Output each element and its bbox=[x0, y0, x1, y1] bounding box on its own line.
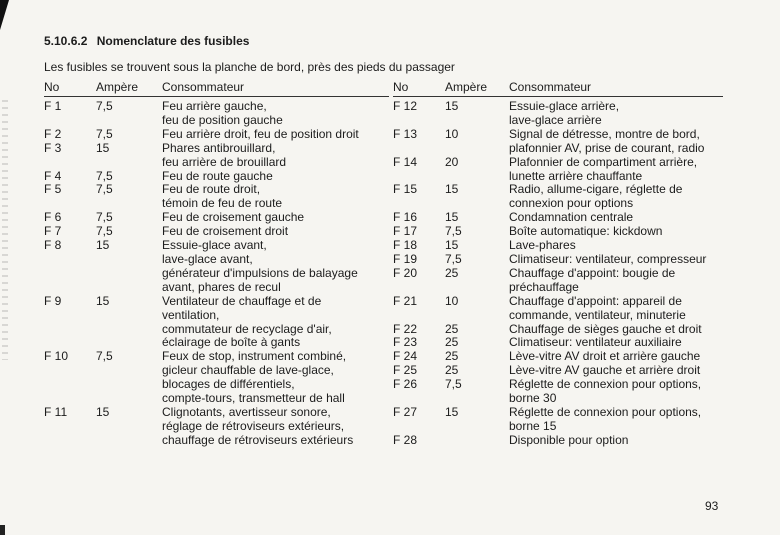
fuse-row bbox=[44, 128, 389, 142]
fuse-consumer bbox=[509, 378, 723, 406]
fuse-number: F 23 bbox=[393, 335, 418, 350]
consumer-line: Signal de détresse, montre de bord, bbox=[509, 126, 700, 141]
fuse-amperage: 15 bbox=[445, 99, 459, 113]
fuse-amperage: 15 bbox=[96, 404, 110, 419]
fuse-amperage: 15 bbox=[445, 210, 459, 225]
consumer-line: éclairage de boîte à gants bbox=[162, 335, 301, 350]
fuse-row bbox=[44, 183, 389, 211]
fuse-amperage: 7,5 bbox=[445, 377, 462, 392]
consumer-line: Climatiseur: ventilateur, compresseur bbox=[509, 251, 707, 266]
consumer-line: Lave-phares bbox=[509, 238, 576, 253]
consumer-line: Feu arrière gauche, bbox=[162, 99, 267, 113]
consumer-line: Feux de stop, instrument combiné, bbox=[162, 349, 347, 364]
fuse-row bbox=[44, 142, 389, 170]
fuse-amperage: 15 bbox=[96, 140, 110, 155]
consumer-line: lave-glace avant, bbox=[162, 251, 253, 266]
consumer-line: Réglette de connexion pour options, bbox=[509, 404, 702, 419]
fuse-row bbox=[44, 239, 389, 295]
fuse-row bbox=[393, 295, 723, 323]
fuse-consumer bbox=[509, 239, 723, 253]
section-number: 5.10.6.2 bbox=[44, 34, 88, 48]
fuse-row bbox=[393, 378, 723, 406]
fuse-consumer bbox=[162, 225, 389, 239]
consumer-line: Ventilateur de chauffage et de bbox=[162, 293, 322, 308]
consumer-line: commutateur de recyclage d'air, bbox=[162, 321, 332, 336]
fuse-consumer bbox=[509, 323, 723, 337]
fuse-number: F 26 bbox=[393, 377, 418, 392]
consumer-line: borne 15 bbox=[509, 418, 557, 433]
fuse-number: F 14 bbox=[393, 154, 418, 169]
column-header-amp: Ampère bbox=[96, 80, 162, 97]
fuse-number: F 10 bbox=[44, 349, 69, 364]
fuse-amperage: 15 bbox=[96, 293, 110, 308]
column-header-consumer: Consommateur bbox=[162, 80, 389, 97]
consumer-line: blocages de différentiels, bbox=[162, 377, 295, 392]
fuse-consumer bbox=[162, 170, 389, 184]
fuse-number: F 27 bbox=[393, 404, 418, 419]
consumer-line: Disponible pour option bbox=[509, 432, 629, 447]
table-header-row bbox=[44, 80, 389, 97]
fuse-row bbox=[44, 225, 389, 239]
consumer-line: Feu de route droit, bbox=[162, 182, 261, 197]
consumer-line: témoin de feu de route bbox=[162, 196, 283, 211]
fuse-number: F 4 bbox=[44, 168, 62, 183]
binding-edge-marks bbox=[2, 100, 8, 360]
fuse-consumer bbox=[509, 128, 723, 156]
fuse-amperage: 7,5 bbox=[96, 168, 113, 183]
consumer-line: Réglette de connexion pour options, bbox=[509, 377, 702, 392]
fuse-consumer bbox=[509, 364, 723, 378]
fuse-consumer bbox=[162, 97, 389, 128]
consumer-line: plafonnier AV, prise de courant, radio bbox=[509, 140, 705, 155]
fuse-number: F 17 bbox=[393, 224, 418, 239]
fuse-amperage: 7,5 bbox=[96, 99, 113, 113]
consumer-line: Lève-vitre AV droit et arrière gauche bbox=[509, 349, 701, 364]
fuse-consumer bbox=[162, 350, 389, 406]
fuse-consumer bbox=[509, 295, 723, 323]
fuse-row bbox=[393, 323, 723, 337]
consumer-line: compte-tours, transmetteur de hall bbox=[162, 391, 345, 406]
consumer-line: lave-glace arrière bbox=[509, 112, 602, 127]
fuse-row bbox=[44, 295, 389, 351]
consumer-line: Essuie-glace avant, bbox=[162, 238, 267, 253]
fuse-consumer bbox=[162, 406, 389, 448]
fuse-consumer bbox=[162, 239, 389, 295]
fuse-consumer bbox=[509, 406, 723, 434]
consumer-line: borne 30 bbox=[509, 391, 557, 406]
consumer-line: Boîte automatique: kickdown bbox=[509, 224, 663, 239]
consumer-line: Feu de croisement gauche bbox=[162, 210, 305, 225]
fuse-row bbox=[44, 97, 389, 128]
fuse-consumer bbox=[162, 211, 389, 225]
section-heading bbox=[44, 34, 249, 48]
fuse-row bbox=[393, 434, 723, 448]
fuse-row bbox=[393, 156, 723, 184]
fuse-amperage: 25 bbox=[445, 349, 459, 364]
fuse-number: F 7 bbox=[44, 224, 62, 239]
fuse-amperage: 7,5 bbox=[96, 126, 113, 141]
consumer-line: feu arrière de brouillard bbox=[162, 154, 287, 169]
fuse-number: F 22 bbox=[393, 321, 418, 336]
fuse-amperage: 7,5 bbox=[445, 224, 462, 239]
fuse-table-left bbox=[44, 80, 389, 448]
fuse-row bbox=[393, 350, 723, 364]
fuse-row bbox=[393, 364, 723, 378]
consumer-line: Feu de croisement droit bbox=[162, 224, 289, 239]
fuse-consumer bbox=[509, 156, 723, 184]
fuse-number: F 20 bbox=[393, 265, 418, 280]
fuse-consumer bbox=[509, 253, 723, 267]
fuse-amperage bbox=[445, 434, 509, 448]
fuse-row bbox=[44, 406, 389, 448]
consumer-line: Climatiseur: ventilateur auxiliaire bbox=[509, 335, 682, 350]
fuse-consumer bbox=[509, 434, 723, 448]
fuse-amperage: 15 bbox=[445, 404, 459, 419]
fuse-number: F 18 bbox=[393, 238, 418, 253]
fuse-amperage: 7,5 bbox=[96, 224, 113, 239]
fuse-amperage: 20 bbox=[445, 154, 459, 169]
fuse-number: F 24 bbox=[393, 349, 418, 364]
fuse-consumer bbox=[162, 183, 389, 211]
fuse-amperage: 25 bbox=[445, 335, 459, 350]
fuse-consumer bbox=[162, 295, 389, 351]
page-number: 93 bbox=[705, 499, 719, 513]
section-title: Nomenclature des fusibles bbox=[96, 34, 250, 48]
fuse-number: F 21 bbox=[393, 293, 418, 308]
fuse-row bbox=[393, 183, 723, 211]
fuse-consumer bbox=[509, 225, 723, 239]
consumer-line: générateur d'impulsions de balayage bbox=[162, 265, 358, 280]
bottom-corner-mark bbox=[0, 525, 5, 535]
fuse-consumer bbox=[509, 183, 723, 211]
fuse-number: F 25 bbox=[393, 363, 418, 378]
consumer-line: Phares antibrouillard, bbox=[162, 140, 276, 155]
fuse-number: F 13 bbox=[393, 126, 418, 141]
fuse-amperage: 7,5 bbox=[96, 210, 113, 225]
fuse-table-right bbox=[393, 80, 723, 448]
fuse-consumer bbox=[509, 211, 723, 225]
consumer-line: Radio, allume-cigare, réglette de bbox=[509, 182, 683, 197]
fuse-consumer bbox=[162, 142, 389, 170]
consumer-line: Lève-vitre AV gauche et arrière droit bbox=[509, 363, 701, 378]
fuse-amperage: 10 bbox=[445, 293, 459, 308]
corner-crop-mark bbox=[0, 0, 9, 30]
fuse-amperage: 25 bbox=[445, 363, 459, 378]
consumer-line: avant, phares de recul bbox=[162, 279, 281, 294]
column-header-amp: Ampère bbox=[445, 80, 509, 97]
fuse-amperage: 7,5 bbox=[445, 251, 462, 266]
consumer-line: gicleur chauffable de lave-glace, bbox=[162, 363, 334, 378]
fuse-row bbox=[393, 211, 723, 225]
consumer-line: Feu de route gauche bbox=[162, 168, 273, 183]
fuse-row bbox=[393, 253, 723, 267]
fuse-amperage: 25 bbox=[445, 321, 459, 336]
consumer-line: ventilation, bbox=[162, 307, 220, 322]
fuse-row bbox=[44, 350, 389, 406]
fuse-number: F 28 bbox=[393, 432, 418, 447]
consumer-line: Feu arrière droit, feu de position droit bbox=[162, 126, 359, 141]
fuse-row bbox=[393, 97, 723, 128]
fuse-row bbox=[393, 225, 723, 239]
consumer-line: Plafonnier de compartiment arrière, bbox=[509, 154, 698, 169]
fuse-number: F 5 bbox=[44, 182, 62, 197]
fuse-amperage: 7,5 bbox=[96, 182, 113, 197]
consumer-line: connexion pour options bbox=[509, 196, 634, 211]
fuse-row bbox=[393, 336, 723, 350]
fuse-number: F 8 bbox=[44, 238, 62, 253]
consumer-line: préchauffage bbox=[509, 279, 579, 294]
fuse-row bbox=[44, 211, 389, 225]
consumer-line: feu de position gauche bbox=[162, 112, 283, 127]
fuse-amperage: 25 bbox=[445, 265, 459, 280]
column-header-consumer: Consommateur bbox=[509, 80, 723, 97]
fuse-consumer bbox=[509, 267, 723, 295]
intro-text: Les fusibles se trouvent sous la planche de bord, près des pieds du passager bbox=[44, 60, 455, 74]
fuse-number: F 11 bbox=[44, 404, 68, 419]
fuse-number: F 1 bbox=[44, 99, 62, 113]
table-header-row bbox=[393, 80, 723, 97]
fuse-number: F 19 bbox=[393, 251, 418, 266]
fuse-consumer bbox=[509, 97, 723, 128]
fuse-number: F 16 bbox=[393, 210, 418, 225]
consumer-line: réglage de rétroviseurs extérieurs, bbox=[162, 418, 345, 433]
fuse-row bbox=[393, 406, 723, 434]
consumer-line: Chauffage d'appoint: appareil de bbox=[509, 293, 682, 308]
fuse-consumer bbox=[509, 350, 723, 364]
fuse-number: F 15 bbox=[393, 182, 418, 197]
consumer-line: Chauffage de sièges gauche et droit bbox=[509, 321, 702, 336]
fuse-amperage: 7,5 bbox=[96, 349, 113, 364]
fuse-row bbox=[393, 128, 723, 156]
fuse-amperage: 15 bbox=[96, 238, 110, 253]
fuse-row bbox=[393, 239, 723, 253]
consumer-line: Chauffage d'appoint: bougie de bbox=[509, 265, 676, 280]
fuse-number: F 2 bbox=[44, 126, 62, 141]
fuse-number: F 9 bbox=[44, 293, 62, 308]
consumer-line: Essuie-glace arrière, bbox=[509, 99, 620, 113]
fuse-row bbox=[393, 267, 723, 295]
fuse-number: F 6 bbox=[44, 210, 62, 225]
fuse-row bbox=[44, 170, 389, 184]
fuse-consumer bbox=[162, 128, 389, 142]
consumer-line: chauffage de rétroviseurs extérieurs bbox=[162, 432, 354, 447]
consumer-line: lunette arrière chauffante bbox=[509, 168, 643, 183]
consumer-line: commande, ventilateur, minuterie bbox=[509, 307, 686, 322]
fuse-amperage: 15 bbox=[445, 238, 459, 253]
fuse-amperage: 10 bbox=[445, 126, 459, 141]
fuse-amperage: 15 bbox=[445, 182, 459, 197]
column-header-no: No bbox=[44, 80, 96, 97]
column-header-no: No bbox=[393, 80, 445, 97]
fuse-consumer bbox=[509, 336, 723, 350]
fuse-number: F 12 bbox=[393, 99, 418, 113]
consumer-line: Clignotants, avertisseur sonore, bbox=[162, 404, 331, 419]
consumer-line: Condamnation centrale bbox=[509, 210, 634, 225]
fuse-number: F 3 bbox=[44, 140, 62, 155]
